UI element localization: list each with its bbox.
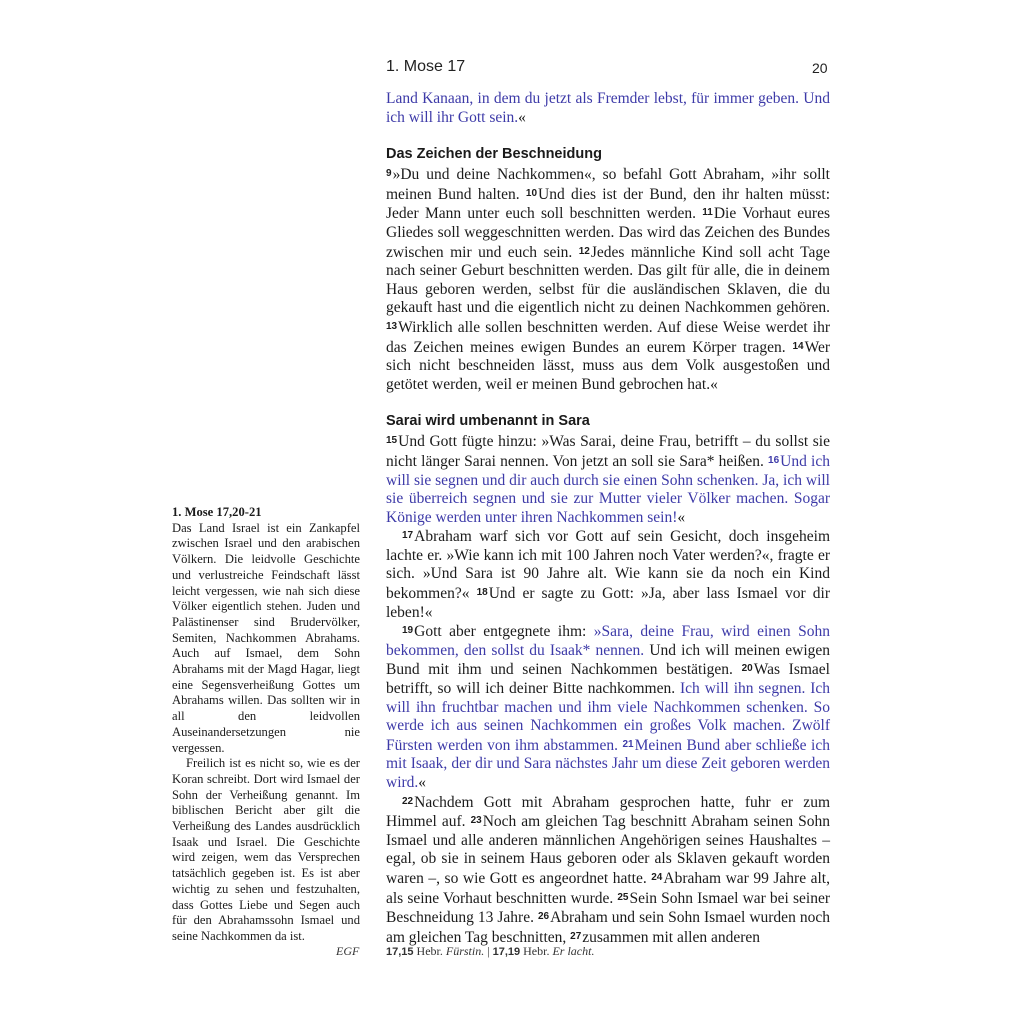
commentary-paragraph: Das Land Israel ist ein Zankapfel zwischen Israel und den arabischen Völkern. Die leidvolle Geschichte und verlustreiche Feindschaft lässt leicht vergessen, wie nah sich diese Völker eigentlich stehen. Juden und Palästinenser sind Brudervölker, Semiten, Nachkommen Abrahams. Auch auf Ismael, dem Sohn Abrahams mit der Magd Hagar, liegt eine Segensverheißung Gottes um Abrahams willen. Das sollten wir in all den leidvollen Auseinandersetzungen nie vergessen. [172,520,360,755]
footnote-separator: | [484,944,493,958]
verse-number: 9 [386,168,392,180]
verse-text: Und er sagte zu Gott: »Ja, aber lass Ismael vor dir leben!« [386,585,830,621]
paragraph-verses-9-14 [386,165,830,394]
verse-text: Wer sich nicht beschneiden lässt, muss aus dem Volk ausgestoßen und getötet werden, weil er meinen Bund gebrochen hat.« [386,338,830,393]
highlighted-text: Und ich will sie segnen und dir auch durch sie einen Sohn schenken. Ja, ich will sie überreich segnen und sie zur Mutter vieler Völker machen. Sogar Könige werden unter ihren Nachkommen sein! [386,452,830,526]
verse-text: Die Vorhaut eures Gliedes soll weggeschnitten werden. Das wird das Zeichen des Bundes zwischen mir und euch sein. [386,205,830,261]
highlighted-text: »Sara, deine Frau, wird einen Sohn bekommen, den sollst du Isaak* nennen. [386,623,830,659]
commentary-paragraph: Freilich ist es nicht so, wie es der Koran schreibt. Dort wird Ismael der Sohn der Verheißung genannt. Im biblischen Bericht aber gilt die Verheißung des Landes ausdrücklich Isaak und Israel. Die Geschichte wird zeigen, wem das Versprechen tatsächlich gegeben ist. Es ist aber wichtig zu sehen und festzuhalten, dass Gottes Liebe und Segen auch für den Abrahamssohn Ismael und seine Nachkommen da ist. [172,756,360,943]
verse-number: 16 [768,454,780,466]
paragraph-verses-17-18 [386,527,830,622]
verse-text: »Du und deine Nachkommen«, so befahl Gott Abraham, »ihr sollt meinen Bund halten. [386,166,830,203]
verse-number: 19 [402,625,414,637]
quote-end: « [677,508,686,526]
verse-text: Wirklich alle sollen beschnitten werden. Auf diese Weise werdet ihr das Zeichen meines ewigen Bundes an eurem Körper tragen. [386,318,830,356]
highlighted-text: Ich will ihn segnen. Ich will ihn fruchtbar machen und ihm viele Nachkommen schenken. So werde ich aus seinen Nachkommen ein großes Volk machen. Zwölf Fürsten werden von ihm abstammen. [386,680,831,754]
verse-number: 15 [386,435,398,447]
verse-number: 11 [702,207,713,219]
verse-number: 21 [622,738,634,750]
verse-text: Abraham warf sich vor Gott auf sein Gesicht, doch insgeheim lachte er. »Wie kann ich mit 100 Jahren noch Vater werden?«, fragte er sich. »Und Sara ist 90 Jahre alt. Wie kann sie da noch ein Kind bekommen?« [386,528,830,603]
footnote-text: Hebr. [523,944,553,958]
quote-end: « [418,774,427,791]
verse-text: Gott aber entgegnete ihm: [414,623,594,641]
section-heading-circumcision: Das Zeichen der Beschneidung [386,146,602,163]
commentary-author: EGF [336,944,360,958]
verse-number: 18 [476,587,488,599]
verse-text: Nachdem Gott mit Abraham gesprochen hatte, fuhr er zum Himmel auf. [386,793,830,831]
verse-text: Abraham und sein Sohn Ismael wurden noch am gleichen Tag beschnitten, [386,909,830,946]
verse-text: Noch am gleichen Tag beschnitt Abraham seinen Sohn Ismael und alle anderen männlichen Angehörigen seines Haushaltes – egal, ob sie in seinem Haus geboren oder als Sklaven gekauft worden waren –, so wie Gott es angeordnet hatte. [386,813,830,887]
verse-text: Und ich will meinen ewigen Bund mit ihm und seinen Nachkommen bestätigen. [386,641,831,679]
paragraph-verses-15-16 [386,432,830,527]
footnote-ref: 17,19 [492,946,521,958]
footnotes [386,944,594,959]
verse-number: 12 [578,245,590,257]
verse-number: 26 [537,911,550,923]
footnote-text-italic: Er lacht. [552,944,595,958]
highlighted-text: Meinen Bund aber schließe ich mit Isaak, der dir und Sara nächstes Jahr um diese Zeit geboren werden wird. [386,736,830,791]
paragraph-verses-19-21 [386,622,830,792]
verse-number: 22 [402,795,414,807]
verse-number: 23 [470,815,482,827]
page-title: 1. Mose 17 [386,58,466,75]
page-number: 20 [812,60,828,76]
verse-text: Und dies ist der Bund, den ihr halten müsst: Jeder Mann unter euch soll beschnitten werden. [386,185,830,223]
footnote-ref: 17,15 [386,946,414,958]
verse-number: 27 [570,930,582,942]
verse-text: Sein Sohn Ismael war bei seiner Beschneidung 13 Jahre. [386,889,830,927]
verse-text: Abraham war 99 Jahre alt, als seine Vorhaut beschnitten wurde. [386,869,830,907]
verse-number: 13 [386,320,398,332]
main-text-column [386,90,830,947]
commentary-title: 1. Mose 17,20-21 [172,505,262,519]
verse-text: Was Ismael betrifft, so will ich deiner Bitte nachkommen. [386,661,830,698]
verse-number: 17 [402,530,414,542]
verse-text: Jedes männliche Kind soll acht Tage nach seiner Geburt beschnitten werden. Das gilt für alle, die in deinem Haus geboren werden, selbst für die ausländischen Sklaven, die du gekauft hast und die eigentlich nicht zu deinen Nachkommen gehören. [386,243,830,317]
verse-number: 25 [617,891,629,903]
footnote-text: Hebr. [416,944,446,958]
intro-paragraph [386,90,830,127]
highlighted-text: Land Kanaan, in dem du jetzt als Fremder lebst, für immer geben. Und ich will ihr Gott sein. [386,90,830,126]
verse-number: 10 [525,187,538,199]
verse-number: 20 [741,663,753,675]
verse-text: zusammen mit allen anderen [582,928,761,946]
paragraph-verses-22-27 [386,793,830,948]
commentary-sidebar [172,505,360,945]
verse-number: 24 [651,871,663,883]
section-heading-sarai: Sarai wird umbenannt in Sara [386,413,590,430]
footnote-text-italic: Fürstin. [445,944,485,958]
verse-text: Und Gott fügte hinzu: »Was Sarai, deine Frau, betrifft – du sollst sie nicht länger Sarai nennen. Von jetzt an soll sie Sara* heißen. [386,433,830,470]
verse-number: 14 [792,340,804,352]
quote-end: « [518,108,526,126]
